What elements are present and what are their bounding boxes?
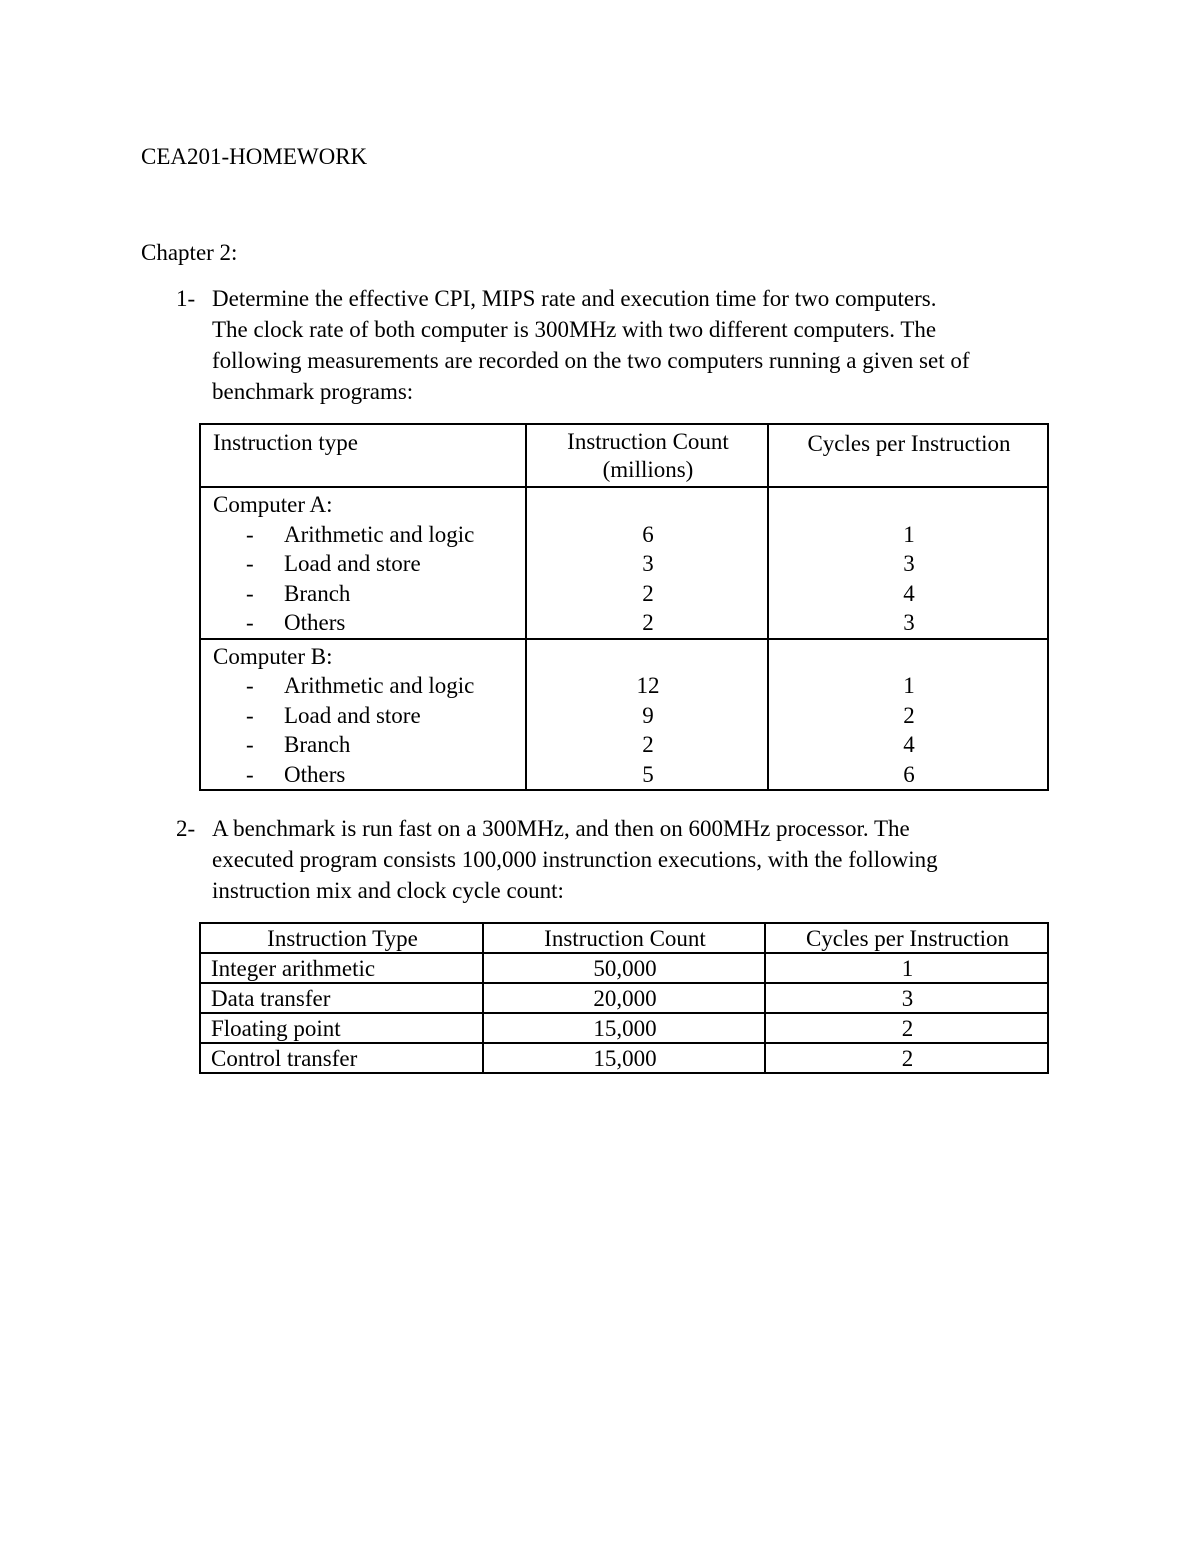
instruction-type: Branch: [284, 580, 351, 606]
cycles-per-instruction: 2: [765, 1013, 1048, 1043]
cycles-per-instruction: 3: [765, 983, 1048, 1013]
header-instruction-count: [526, 424, 768, 487]
instruction-type: Others: [284, 761, 346, 787]
instruction-type: Integer arithmetic: [200, 953, 483, 983]
cycles-per-instruction: 3: [903, 551, 915, 576]
list-item: [213, 608, 515, 638]
instruction-type: Control transfer: [200, 1043, 483, 1073]
cycles-per-instruction: 4: [903, 732, 915, 757]
instruction-type: Load and store: [284, 551, 421, 576]
table-header-row: [200, 424, 1048, 487]
table-row: [200, 953, 1048, 983]
instruction-type: Floating point: [200, 1013, 483, 1043]
chapter-heading: Chapter 2:: [141, 240, 238, 265]
table-row: [200, 983, 1048, 1013]
bullet-dash: -: [246, 732, 254, 757]
instruction-type: Data transfer: [200, 983, 483, 1013]
group-type-cell: [200, 487, 526, 639]
cycles-per-instruction: 2: [903, 702, 915, 728]
question-line: following measurements are recorded on the two computers running a given set of: [212, 348, 970, 373]
page-title: CEA201-HOMEWORK: [141, 144, 368, 169]
instruction-count: 2: [642, 610, 654, 635]
question-line: A benchmark is run fast on a 300MHz, and then on 600MHz processor. The: [212, 816, 910, 841]
instruction-type: Arithmetic and logic: [284, 673, 475, 698]
computer-comparison-table: [199, 423, 1049, 791]
cycles-per-instruction: 1: [903, 521, 915, 547]
list-item: [213, 579, 515, 609]
instruction-count: 5: [642, 761, 654, 787]
cycles-per-instruction: 1: [903, 673, 915, 698]
bullet-dash: -: [246, 761, 254, 787]
question-line: instruction mix and clock cycle count:: [212, 878, 564, 903]
cycles-per-instruction: 4: [903, 580, 915, 606]
header-cycles-per-instruction: Cycles per Instruction: [765, 923, 1048, 953]
group-cpi-cell: [768, 639, 1048, 791]
header-line: (millions): [602, 457, 694, 482]
list-item: [213, 549, 515, 579]
bullet-dash: -: [246, 610, 254, 635]
instruction-type: Others: [284, 610, 346, 635]
group-label: Computer A:: [213, 492, 333, 517]
list-item: [213, 701, 515, 731]
group-cpi-cell: [768, 487, 1048, 639]
table-row: [200, 1043, 1048, 1073]
question-line: Determine the effective CPI, MIPS rate and execution time for two computers.: [212, 286, 937, 311]
question-text: [212, 283, 1072, 407]
instruction-count: 15,000: [483, 1043, 765, 1073]
list-item: [213, 671, 515, 701]
question-line: The clock rate of both computer is 300MHz with two different computers. The: [212, 317, 937, 342]
instruction-count: 2: [642, 580, 654, 606]
question-number: 1-: [176, 286, 196, 311]
bullet-dash: -: [246, 702, 254, 728]
question-number: 2-: [176, 816, 196, 841]
question-text: [212, 813, 1072, 906]
instruction-type: Load and store: [284, 702, 421, 728]
list-item: [213, 730, 515, 760]
header-instruction-count: Instruction Count: [483, 923, 765, 953]
bullet-dash: -: [246, 551, 254, 576]
table-row: [200, 1013, 1048, 1043]
table-group-row: [200, 487, 1048, 639]
question-line: executed program consists 100,000 instrunction executions, with the following: [212, 847, 938, 872]
instruction-count: 50,000: [483, 953, 765, 983]
group-count-cell: [526, 487, 768, 639]
instruction-count: 6: [642, 521, 654, 547]
bullet-dash: -: [246, 673, 254, 698]
cycles-per-instruction: 2: [765, 1043, 1048, 1073]
instruction-type: Branch: [284, 732, 351, 757]
group-count-cell: [526, 639, 768, 791]
instruction-count: 9: [642, 702, 654, 728]
header-line: Instruction Count: [567, 429, 729, 454]
question-2: [176, 813, 1066, 913]
instruction-count: 12: [636, 673, 660, 698]
cycles-per-instruction: 3: [903, 610, 915, 635]
group-type-cell: [200, 639, 526, 791]
table-group-row: [200, 639, 1048, 791]
instruction-count: 15,000: [483, 1013, 765, 1043]
table-header-row: [200, 923, 1048, 953]
instruction-mix-table: [199, 922, 1049, 1074]
question-1: [176, 283, 1066, 411]
header-instruction-type: Instruction type: [200, 424, 526, 487]
instruction-count: 3: [642, 551, 654, 576]
cycles-per-instruction: 1: [765, 953, 1048, 983]
bullet-dash: -: [246, 580, 254, 606]
header-instruction-type: Instruction Type: [200, 923, 483, 953]
group-label: Computer B:: [213, 643, 333, 669]
instruction-count: 2: [642, 732, 654, 757]
list-item: [213, 760, 515, 790]
cycles-per-instruction: 6: [903, 761, 915, 787]
instruction-count: 20,000: [483, 983, 765, 1013]
instruction-type: Arithmetic and logic: [284, 521, 475, 547]
bullet-dash: -: [246, 521, 254, 547]
header-cycles-per-instruction: Cycles per Instruction: [768, 424, 1048, 487]
list-item: [213, 520, 515, 550]
question-line: benchmark programs:: [212, 379, 414, 404]
